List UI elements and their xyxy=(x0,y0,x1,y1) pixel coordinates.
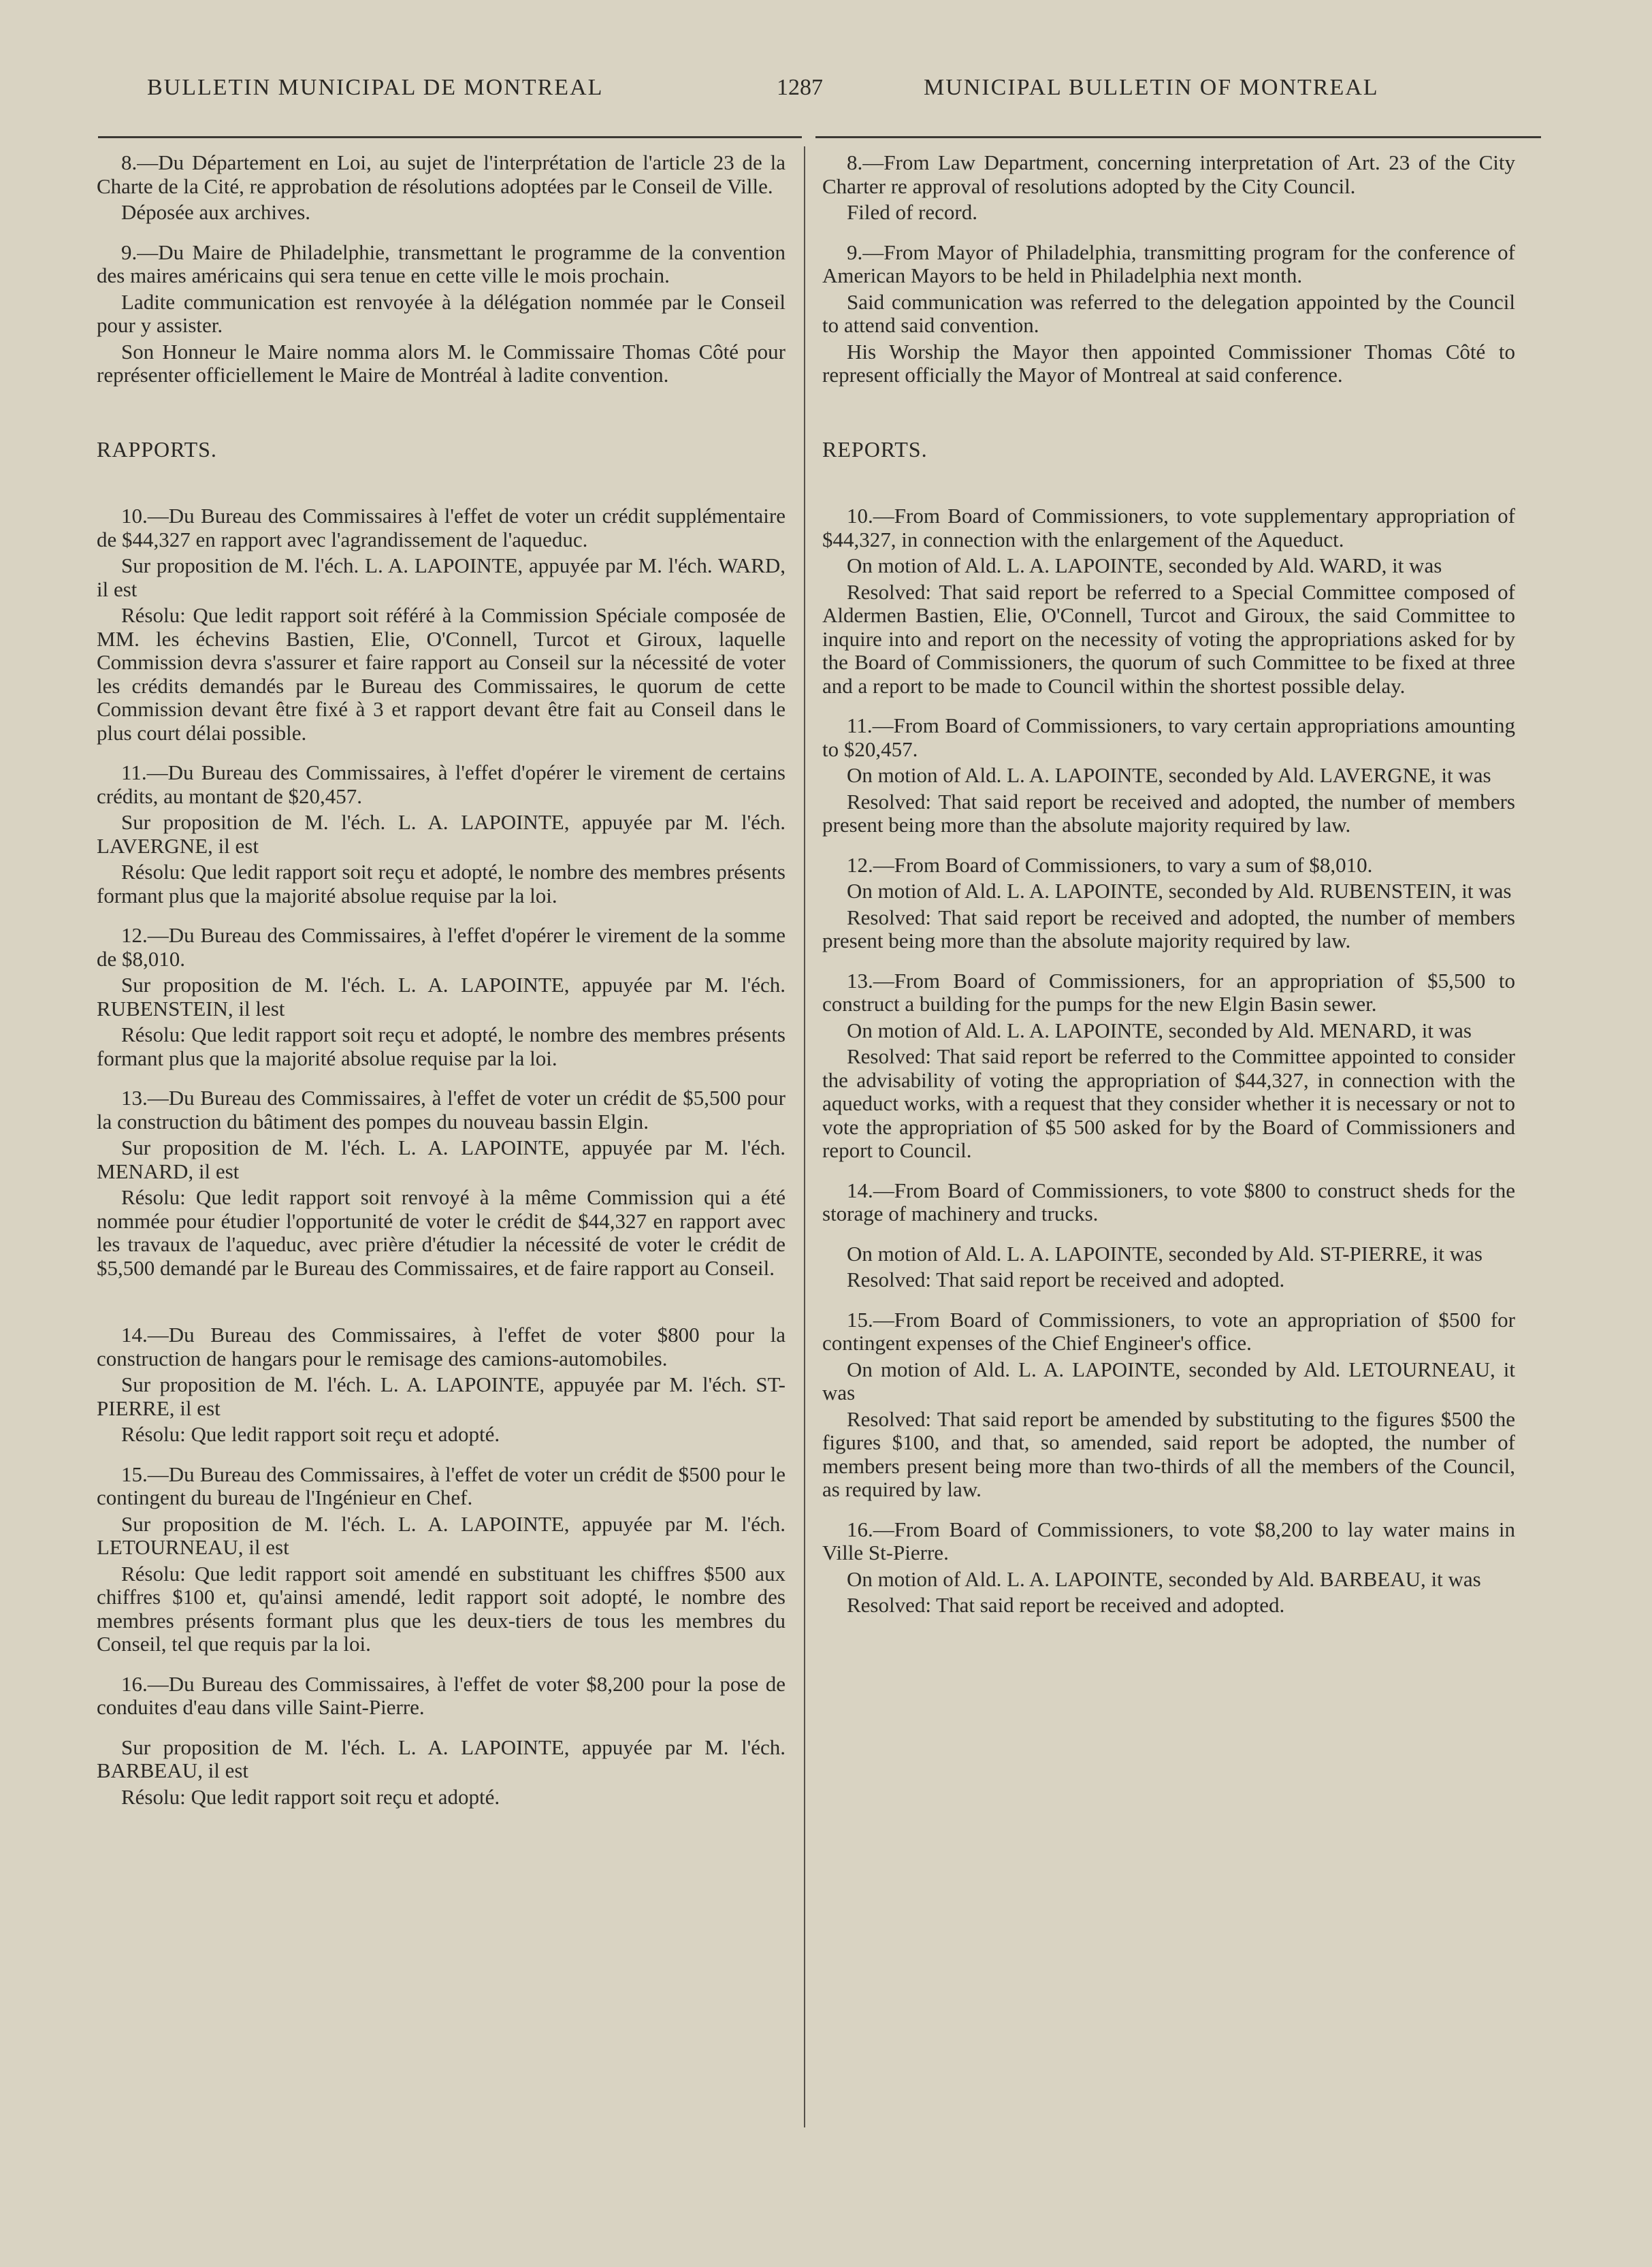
fr-item-14-resolution: Résolu: Que ledit rapport soit reçu et adopté. xyxy=(121,1422,500,1446)
fr-item-10-resolution: Résolu: Que ledit rapport soit référé à la Commission Spéciale composée de MM. les échevins Bastien, Elie, O'Connell, Turcot et Giroux, laquelle Commission devra s'assurer et faire rapport au Conseil sur la nécessité de voter les crédits demandés par le Bureau des Commissaires, le quorum de cette Commission devant être fixé à 3 et rapport devant être fait au Conseil dans le plus court délai possible. xyxy=(97,603,785,745)
fr-item-13: 13.—Du Bureau des Commissaires, à l'effet de voter un crédit de $5,500 pour la construction du bâtiment des pompes du nouveau bassin Elgin. xyxy=(97,1086,785,1134)
fr-item-15: 15.—Du Bureau des Commissaires, à l'effet de voter un crédit de $500 pour le contingent du bureau de l'Ingénieur en Chef. xyxy=(97,1462,785,1509)
fr-section-heading: RAPPORTS. xyxy=(97,436,217,462)
en-item-11-motion: On motion of Ald. L. A. LAPOINTE, seconded by Ald. LAVERGNE, it was xyxy=(847,763,1491,787)
en-item-11-resolution: Resolved: That said report be received and adopted, the number of members present being more than the absolute majority required by law. xyxy=(822,789,1515,837)
en-item-13-resolution: Resolved: That said report be referred to the Committee appointed to consider the advisability of voting the appropriation of $44,327, in connection with the aqueduct works, with a request that they consider whether it is necessary or not to vote the appropriation of $5 500 asked for by the Board of Commissioners and report to Council. xyxy=(822,1044,1515,1162)
en-item-14-motion: On motion of Ald. L. A. LAPOINTE, seconded by Ald. ST-PIERRE, it was xyxy=(847,1241,1483,1266)
en-item-8-action: Filed of record. xyxy=(847,200,977,224)
header-rule-right xyxy=(815,136,1541,138)
en-item-10-resolution: Resolved: That said report be referred to a Special Committee composed of Aldermen Bastien, Elie, O'Connell, Turcot and Giroux, the said Committee to inquire into and report on the necessity of voting the appropriations asked for by the Board of Commissioners, the quorum of such Committee to be fixed at three and a report to be made to Council within the shortest possible delay. xyxy=(822,579,1515,698)
en-item-11: 11.—From Board of Commissioners, to vary certain appropriations amounting to $20,457. xyxy=(822,713,1515,761)
en-item-9-action: Said communication was referred to the delegation appointed by the Council to attend said convention. xyxy=(822,289,1515,337)
en-item-12-motion: On motion of Ald. L. A. LAPOINTE, seconded by Ald. RUBENSTEIN, it was xyxy=(847,879,1512,903)
fr-item-11-resolution: Résolu: Que ledit rapport soit reçu et adopté, le nombre des membres présents formant plus que la majorité absolue requise par la loi. xyxy=(97,860,785,907)
fr-item-9: 9.—Du Maire de Philadelphie, transmettant le programme de la convention des maires américains qui sera tenue en cette ville le mois prochain. xyxy=(97,240,785,287)
en-item-16-resolution: Resolved: That said report be received and adopted. xyxy=(847,1593,1285,1617)
fr-spacer xyxy=(97,1296,785,1323)
fr-item-16-resolution: Résolu: Que ledit rapport soit reçu et adopté. xyxy=(121,1784,500,1809)
fr-item-15-resolution: Résolu: Que ledit rapport soit amendé en substituant les chiffres $500 aux chiffres $100 et, qu'ainsi amendé, ledit rapport soit adopté, le nombre des membres présents formant plus que les deux-tiers de tous les membres du Conseil, tel que requis par la loi. xyxy=(97,1561,785,1656)
en-section-heading: REPORTS. xyxy=(822,436,928,462)
fr-item-8: 8.—Du Département en Loi, au sujet de l'interprétation de l'article 23 de la Charte de la Cité, re approbation de résolutions adoptées par le Conseil de Ville. xyxy=(97,150,785,198)
page-number: 1287 xyxy=(777,75,823,100)
en-item-15: 15.—From Board of Commissioners, to vote an appropriation of $500 for contingent expenses of the Chief Engineer's office. xyxy=(822,1307,1515,1355)
en-item-13: 13.—From Board of Commissioners, for an appropriation of $5,500 to construct a building for the pumps for the new Elgin Basin sewer. xyxy=(822,968,1515,1016)
en-item-13-motion: On motion of Ald. L. A. LAPOINTE, seconded by Ald. MENARD, it was xyxy=(847,1018,1472,1042)
fr-item-10: 10.—Du Bureau des Commissaires à l'effet de voter un crédit supplémentaire de $44,327 en rapport avec l'agrandissement de l'aqueduc. xyxy=(97,504,785,551)
fr-item-16-motion: Sur proposition de M. l'éch. L. A. LAPOINTE, appuyée par M. l'éch. BARBEAU, il est xyxy=(97,1735,785,1782)
header-title-french: BULLETIN MUNICIPAL DE MONTREAL xyxy=(147,75,604,100)
en-item-9-mayor: His Worship the Mayor then appointed Commissioner Thomas Côté to represent officially the Mayor of Montreal at said conference. xyxy=(822,339,1515,387)
en-item-10: 10.—From Board of Commissioners, to vote supplementary appropriation of $44,327, in connection with the enlargement of the Aqueduct. xyxy=(822,504,1515,551)
fr-item-12-motion: Sur proposition de M. l'éch. L. A. LAPOINTE, appuyée par M. l'éch. RUBENSTEIN, il lest xyxy=(97,973,785,1020)
fr-item-14-motion: Sur proposition de M. l'éch. L. A. LAPOINTE, appuyée par M. l'éch. ST-PIERRE, il est xyxy=(97,1372,785,1420)
en-item-8: 8.—From Law Department, concerning interpretation of Art. 23 of the City Charter re approval of resolutions adopted by the City Council. xyxy=(822,150,1515,198)
fr-item-9-action: Ladite communication est renvoyée à la délégation nommée par le Conseil pour y assister. xyxy=(97,289,785,337)
fr-item-9-mayor: Son Honneur le Maire nomma alors M. le Commissaire Thomas Côté pour représenter officiellement le Maire de Montréal à ladite convention. xyxy=(97,339,785,387)
fr-item-14: 14.—Du Bureau des Commissaires, à l'effet de voter $800 pour la construction de hangars pour le remisage des camions-automobiles. xyxy=(97,1323,785,1370)
fr-item-10-motion: Sur proposition de M. l'éch. L. A. LAPOINTE, appuyée par M. l'éch. WARD, il est xyxy=(97,553,785,601)
fr-item-8-action: Déposée aux archives. xyxy=(121,200,311,224)
en-item-12: 12.—From Board of Commissioners, to vary a sum of $8,010. xyxy=(847,852,1373,877)
fr-item-12: 12.—Du Bureau des Commissaires, à l'effet d'opérer le virement de la somme de $8,010. xyxy=(97,923,785,971)
en-item-15-resolution: Resolved: That said report be amended by substituting to the figures $500 the figures $100, and that, so amended, said report be adopted, the number of members present being more than two-thirds of all the members of the Council, as required by law. xyxy=(822,1406,1515,1501)
en-item-12-resolution: Resolved: That said report be received and adopted, the number of members present being more than the absolute majority required by law. xyxy=(822,905,1515,952)
en-item-9: 9.—From Mayor of Philadelphia, transmitting program for the conference of American Mayors to be held in Philadelphia next month. xyxy=(822,240,1515,287)
en-item-16: 16.—From Board of Commissioners, to vote $8,200 to lay water mains in Ville St-Pierre. xyxy=(822,1517,1515,1564)
fr-item-15-motion: Sur proposition de M. l'éch. L. A. LAPOINTE, appuyée par M. l'éch. LETOURNEAU, il est xyxy=(97,1511,785,1559)
header-title-english: MUNICIPAL BULLETIN OF MONTREAL xyxy=(924,75,1379,100)
fr-item-11-motion: Sur proposition de M. l'éch. L. A. LAPOINTE, appuyée par M. l'éch. LAVERGNE, il est xyxy=(97,810,785,858)
english-column xyxy=(822,151,1515,1634)
fr-item-13-resolution: Résolu: Que ledit rapport soit renvoyé à la même Commission qui a été nommée pour étudier l'opportunité de voter le crédit de $44,327 en rapport avec les travaux de l'aqueduc, avec prière d'étudier la nécessité de voter le crédit de $5,500 demandé par le Bureau des Commissaires, et de faire rapport au Conseil. xyxy=(97,1185,785,1280)
en-item-10-motion: On motion of Ald. L. A. LAPOINTE, seconded by Ald. WARD, it was xyxy=(847,553,1442,577)
en-item-16-motion: On motion of Ald. L. A. LAPOINTE, seconded by Ald. BARBEAU, it was xyxy=(847,1566,1481,1591)
en-item-14: 14.—From Board of Commissioners, to vote $800 to construct sheds for the storage of machinery and trucks. xyxy=(822,1178,1515,1225)
column-divider xyxy=(804,146,805,2127)
en-item-15-motion: On motion of Ald. L. A. LAPOINTE, seconded by Ald. LETOURNEAU, it was xyxy=(822,1357,1515,1404)
fr-item-16: 16.—Du Bureau des Commissaires, à l'effet de voter $8,200 pour la pose de conduites d'eau dans ville Saint-Pierre. xyxy=(97,1671,785,1719)
en-item-14-resolution: Resolved: That said report be received and adopted. xyxy=(847,1268,1285,1291)
fr-item-13-motion: Sur proposition de M. l'éch. L. A. LAPOINTE, appuyée par M. l'éch. MENARD, il est xyxy=(97,1136,785,1183)
header-rule-left xyxy=(98,136,802,138)
french-column xyxy=(97,151,785,1825)
fr-item-11: 11.—Du Bureau des Commissaires, à l'effet d'opérer le virement de certains crédits, au montant de $20,457. xyxy=(97,760,785,808)
fr-item-12-resolution: Résolu: Que ledit rapport soit reçu et adopté, le nombre des membres présents formant plus que la majorité absolue requise par la loi. xyxy=(97,1023,785,1070)
